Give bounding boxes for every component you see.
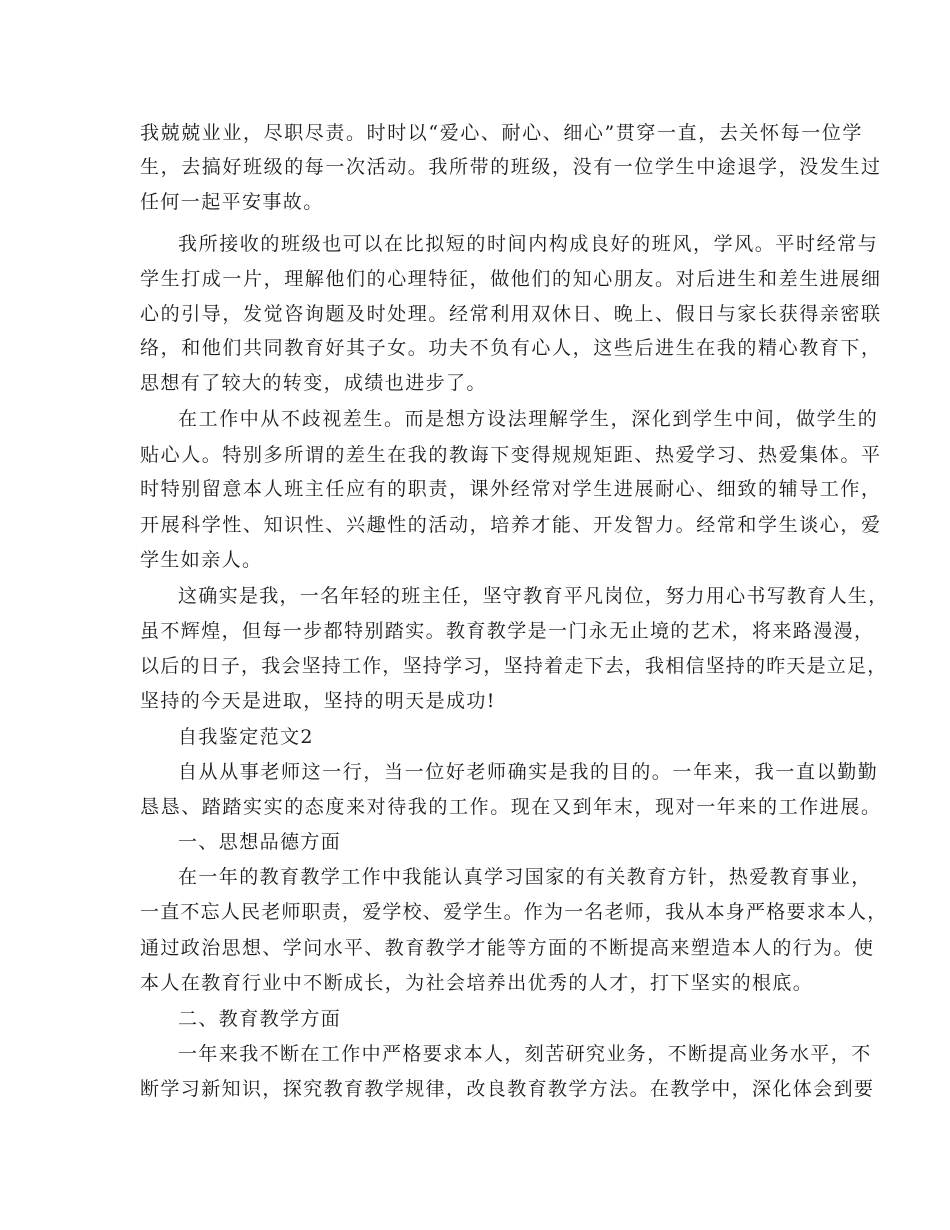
text-line: 通过政治思想、学问水平、教育教学才能等方面的不断提高来塑造本人的行为。使	[140, 937, 875, 959]
section-heading: 一、思想品德方面	[178, 831, 342, 853]
text-line: 一年来我不断在工作中严格要求本人，刻苦研究业务，不断提高业务水平，不	[178, 1043, 872, 1065]
text-line: 我兢兢业业，尽职尽责。时时以“爱心、耐心、细心”贯穿一直，去关怀每一位学	[140, 122, 864, 144]
text-line: 这确实是我，一名年轻的班主任，坚守教育平凡岗位，努力用心书写教育人生，	[178, 585, 889, 607]
text-line: 坚持的今天是进取，坚持的明天是成功!	[140, 690, 496, 712]
text-line: 断学习新知识，探究教育教学规律，改良教育教学方法。在教学中，深化体会到要	[140, 1078, 875, 1100]
text-line: 以后的日子，我会坚持工作，坚持学习，坚持着走下去，我相信坚持的昨天是立足，	[140, 655, 888, 677]
section-title: 自我鉴定范文2	[178, 726, 314, 748]
text-line: 虽不辉煌，但每一步都特别踏实。教育教学是一门永无止境的艺术，将来路漫漫，	[140, 620, 875, 642]
text-line: 在工作中从不歧视差生。而是想方设法理解学生，深化到学生中间，做学生的	[178, 408, 879, 430]
text-line: 生，去搞好班级的每一次活动。我所带的班级，没有一位学生中途退学，没发生过	[140, 156, 882, 178]
text-line: 任何一起平安事故。	[140, 191, 324, 213]
text-line: 学生如亲人。	[140, 549, 263, 571]
text-line: 贴心人。特别多所谓的差生在我的教诲下变得规规矩距、热爱学习、热爱集体。平	[140, 444, 882, 466]
text-line: 时特别留意本人班主任应有的职责，课外经常对学生进展耐心、细致的辅导工作，	[140, 478, 882, 500]
text-line: 一直不忘人民老师职责，爱学校、爱学生。作为一名老师，我从本身严格要求本人，	[140, 901, 888, 923]
text-line: 我所接收的班级也可以在比拟短的时间内构成良好的班风，学风。平时经常与	[178, 233, 879, 255]
text-line: 学生打成一片，理解他们的心理特征，做他们的知心朋友。对后进生和差生进展细	[140, 268, 882, 290]
text-line: 自从从事老师这一行，当一位好老师确实是我的目的。一年来，我一直以勤勤	[178, 761, 879, 783]
text-line: 本人在教育行业中不断成长，为社会培养出优秀的人才，打下坚实的根底。	[140, 972, 814, 994]
text-line: 恳恳、踏踏实实的态度来对待我的工作。现在又到年末，现对一年来的工作进展。	[140, 796, 882, 818]
text-line: 络，和他们共同教育好其子女。功夫不负有心人，这些后进生在我的精心教育下，	[140, 337, 882, 359]
text-line: 思想有了较大的转变，成绩也进步了。	[140, 372, 487, 394]
section-heading: 二、教育教学方面	[178, 1008, 342, 1030]
text-line: 开展科学性、知识性、兴趣性的活动，培养才能、开发智力。经常和学生谈心，爱	[140, 514, 882, 536]
text-line: 在一年的教育教学工作中我能认真学习国家的有关教育方针，热爱教育事业，	[178, 866, 872, 888]
text-line: 心的引导，发觉咨询题及时处理。经常利用双休日、晚上、假日与家长获得亲密联	[140, 303, 882, 325]
